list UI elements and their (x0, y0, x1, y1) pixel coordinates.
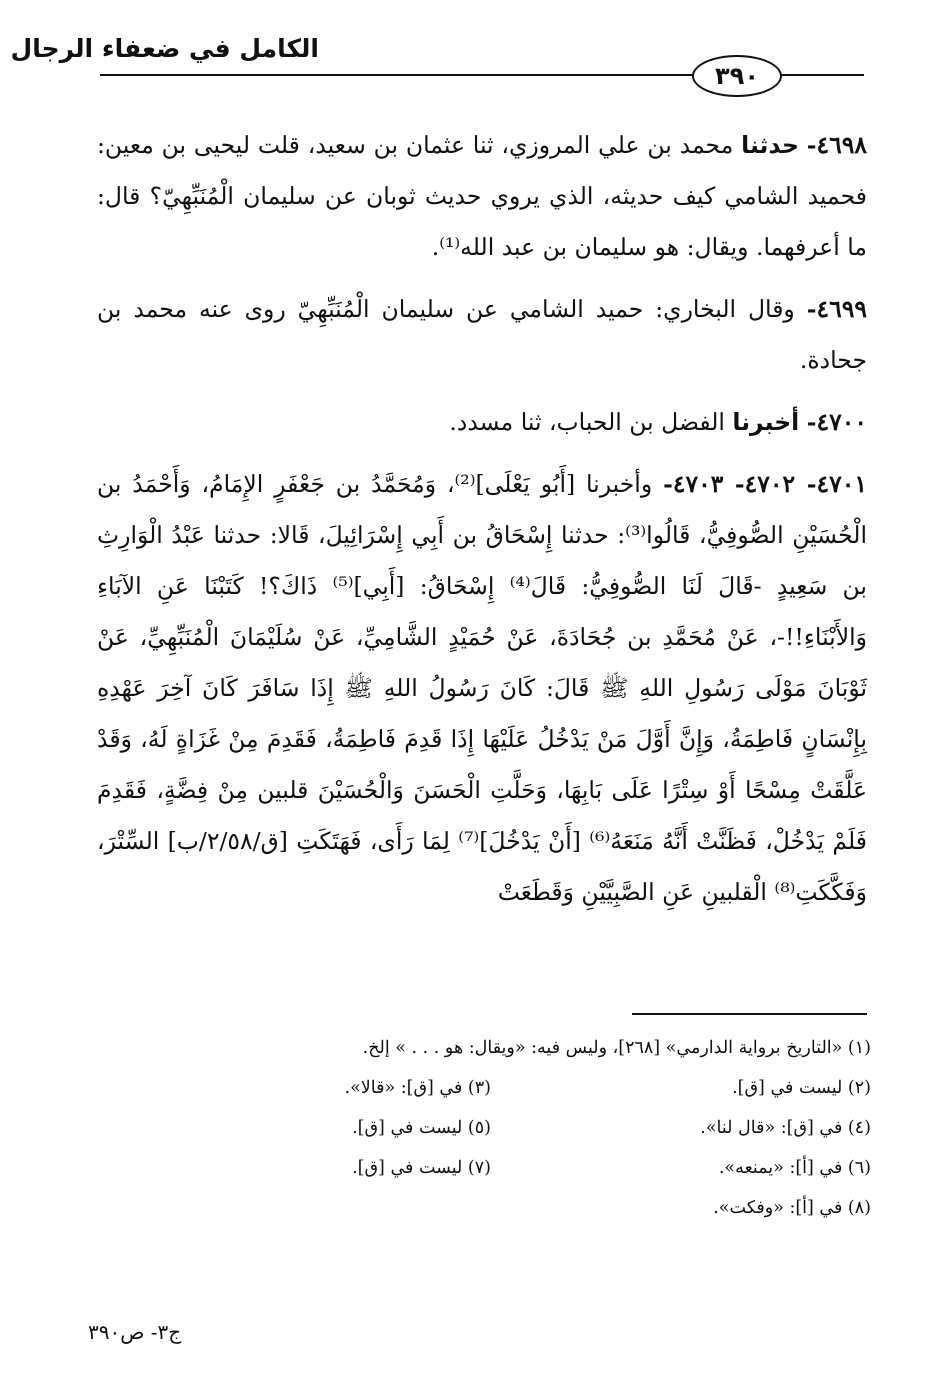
volume-page-folio: ج٣- ص٣٩٠ (88, 1320, 182, 1344)
paragraph-text: وأخبرنا [أَبُو يَعْلَى]⁽²⁾، وَمُحَمَّدُ بن جَعْفَرٍ الإِمَامُ، وَأَحْمَدُ بن الْحُسَيْنِ الصُّوفِيُّ، قَالُوا⁽³⁾: حدثنا إِسْحَاقُ بن أَبِي إِسْرَائِيلَ، قَالا: حدثنا عَبْدُ الْوَارِثِ بن سَعِيدٍ -قَالَ لَنَا الصُّوفِيُّ: قَالَ⁽⁴⁾ إِسْحَاقُ: [أَبِي]⁽⁵⁾ ذَاكَ؟! كَتَبْنَا عَنِ الآبَاءِ وَالأَبْنَاءِ!!-، عَنْ مُحَمَّدِ بن جُحَادَةَ، عَنْ حُمَيْدٍ الشَّامِيِّ، عَنْ سُلَيْمَانَ الْمُنَبِّهِيِّ، عَنْ ثَوْبَانَ مَوْلَى رَسُولِ اللهِ ﷺ قَالَ: كَانَ رَسُولُ اللهِ ﷺ إِذَا سَافَرَ كَانَ آخِرَ عَهْدِهِ بِإِنْسَانٍ فَاطِمَةُ، وَإِنَّ أَوَّلَ مَنْ يَدْخُلُ عَلَيْهَا إِذَا قَدِمَ فَاطِمَةُ، فَقَدِمَ مِنْ غَزَاةٍ لَهُ، وَقَدْ عَلَّقَتْ مِسْحًا أَوْ سِتْرًا عَلَى بَابِهَا، وَحَلَّتِ الْحَسَنَ وَالْحُسَيْنَ قلبين مِنْ فِضَّةٍ، فَقَدِمَ فَلَمْ يَدْخُلْ، فَظَنَّتْ أَنَّهُ مَنَعَهُ⁽⁶⁾ [أَنْ يَدْخُلَ]⁽⁷⁾ لِمَا رَأَى، فَهَتَكَتِ [ق/٢/٥٨/ب] السِّتْرَ، وَفَكَّكَتِ⁽⁸⁾ الْقلبينِ عَنِ الصَّبِيَّيْنِ وَقَطَعَتْ (97, 470, 867, 906)
hadith-number: ٤٦٩٩- (806, 295, 867, 323)
footnote-4: (٤) في [ق]: «قال لنا». (700, 1118, 871, 1138)
footnote-2: (٢) ليست في [ق]. (732, 1078, 871, 1098)
paragraph-text: الفضل بن الحباب، ثنا مسدد. (449, 408, 725, 436)
narration-keyword: أخبرنا (732, 408, 800, 436)
paragraph-4698 (97, 120, 867, 273)
hadith-number: ٤٦٩٨- (806, 131, 867, 159)
footnote-7: (٧) ليست في [ق]. (352, 1158, 491, 1178)
footnote-1: (١) «التاريخ برواية الدارمي» [٢٦٨]، وليس فيه: «ويقال: هو . . . » إلخ. (362, 1038, 871, 1058)
footnote-5: (٥) ليست في [ق]. (352, 1118, 491, 1138)
footnote-rule (632, 1013, 867, 1015)
paragraph-text: محمد بن علي المروزي، ثنا عثمان بن سعيد، قلت ليحيى بن معين: فحميد الشامي كيف حديثه، الذي يروي حديث ثوبان عن سليمان الْمُنَبِّهِيّ؟ قال: ما أعرفهما. ويقال: هو سليمان بن عبد الله⁽¹⁾. (97, 131, 867, 261)
narration-keyword: حدثنا (741, 131, 799, 159)
footnote-6: (٦) في [أ]: «يمنعه». (718, 1158, 871, 1178)
hadith-number: ٤٧٠١- ٤٧٠٢- ٤٧٠٣- (663, 470, 868, 498)
footnote-row (91, 1188, 871, 1228)
book-title: الكامل في ضعفاء الرجال (10, 34, 319, 63)
main-text (97, 120, 867, 918)
footnote-8: (٨) في [أ]: «وفكت». (713, 1198, 871, 1218)
footnotes (91, 1028, 871, 1228)
paragraph-4701 (97, 459, 867, 918)
footnote-row (91, 1148, 871, 1188)
paragraph-4700 (97, 397, 867, 448)
page-number-badge: ٣٩٠ (692, 55, 782, 97)
paragraph-4699 (97, 284, 867, 386)
footnote-row (91, 1028, 871, 1068)
footnote-row (91, 1108, 871, 1148)
footnote-3: (٣) في [ق]: «قالا». (344, 1078, 491, 1098)
hadith-number: ٤٧٠٠- (806, 408, 867, 436)
footnote-row (91, 1068, 871, 1108)
paragraph-text: وقال البخاري: حميد الشامي عن سليمان الْمُنَبِّهِيّ روى عنه محمد بن جحادة. (97, 295, 867, 374)
